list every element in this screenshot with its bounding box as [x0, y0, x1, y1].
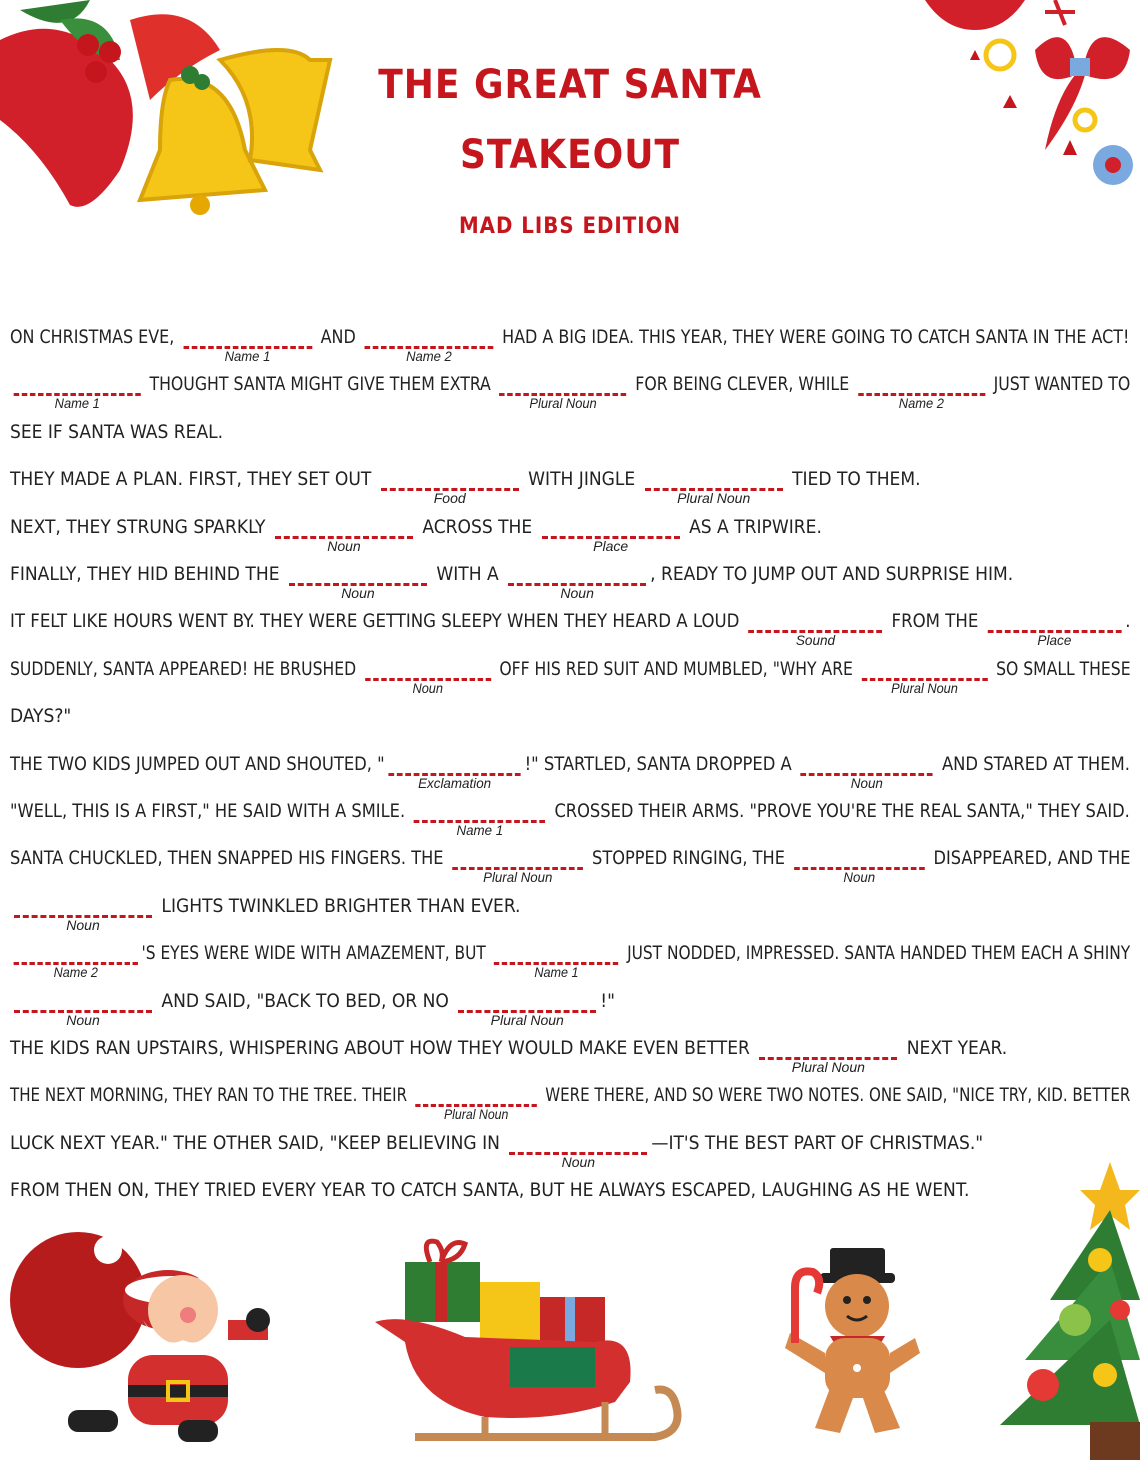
story-text: FINALLY, THEY HID BEHIND THE	[10, 563, 285, 585]
gingerbread-man-icon	[775, 1238, 925, 1438]
story-line	[10, 942, 1131, 981]
story-text: THOUGHT SANTA MIGHT GIVE THEM EXTRA	[144, 373, 496, 396]
story-text: NEXT, THEY STRUNG SPARKLY	[10, 515, 271, 538]
blank-hint-label: Plural Noun	[490, 1011, 564, 1028]
fill-in-blank[interactable]	[14, 895, 152, 933]
story-text: 'S EYES WERE WIDE WITH AMAZEMENT, BUT	[141, 942, 491, 965]
fill-in-blank[interactable]	[452, 847, 583, 886]
story-line	[10, 326, 1130, 364]
fill-in-blank[interactable]	[289, 563, 427, 601]
santa-icon	[8, 1220, 273, 1450]
story-line	[10, 563, 1014, 601]
fill-in-blank[interactable]	[862, 658, 988, 696]
blank-hint-label: Plural Noun	[791, 1059, 865, 1075]
blank-hint-label: Name 1	[534, 964, 579, 981]
blank-hint-label: Exclamation	[418, 774, 492, 791]
story-line	[10, 515, 822, 554]
story-line	[10, 610, 1131, 649]
fill-in-blank[interactable]	[759, 1037, 897, 1075]
story-text: AND STARED AT THEM.	[936, 752, 1130, 775]
fill-in-blank[interactable]	[275, 516, 413, 554]
story-text: —IT'S THE BEST PART OF CHRISTMAS."	[651, 1131, 984, 1154]
story-line	[10, 800, 1130, 838]
blank-hint-label: Sound	[795, 632, 836, 649]
story-text: JUST WANTED TO	[988, 373, 1131, 396]
sleigh-icon	[375, 1232, 690, 1452]
blank-hint-label: Noun	[843, 869, 876, 886]
story-text: SEE IF SANTA WAS REAL.	[10, 420, 224, 443]
fill-in-blank[interactable]	[458, 990, 596, 1028]
story-line	[10, 373, 1131, 412]
blank-hint-label: Plural Noun	[891, 679, 958, 696]
blank-hint-label: Noun	[560, 585, 594, 601]
blank-hint-label: Name 2	[406, 348, 452, 364]
story-text: THE TWO KIDS JUMPED OUT AND SHOUTED, "	[10, 752, 385, 775]
story-line	[10, 1179, 969, 1207]
page-title-line2: STAKEOUT	[459, 132, 681, 178]
story-text: SO SMALL THESE	[991, 657, 1131, 680]
blank-hint-label: Noun	[561, 1153, 596, 1170]
fill-in-blank[interactable]	[14, 990, 152, 1028]
fill-in-blank[interactable]	[499, 373, 626, 412]
blank-hint-label: Noun	[66, 1011, 100, 1028]
story-text: TIED TO THEM.	[786, 468, 921, 491]
story-text: DISAPPEARED, AND THE	[928, 847, 1131, 870]
blank-hint-label: Food	[433, 490, 466, 507]
blank-hint-label: Noun	[412, 679, 444, 696]
story-text: !"	[600, 989, 615, 1012]
fill-in-blank[interactable]	[14, 373, 141, 412]
story-line	[10, 657, 1131, 696]
blank-hint-label: Noun	[66, 916, 100, 933]
story-line	[10, 1037, 1008, 1075]
fill-in-blank[interactable]	[801, 753, 933, 791]
page-subtitle: MAD LIBS EDITION	[458, 214, 682, 239]
story-text: CROSSED THEIR ARMS. "PROVE YOU'RE THE REAL SANTA," THEY SAID.	[549, 800, 1130, 822]
story-line	[10, 705, 71, 733]
blank-hint-label: Noun	[850, 774, 883, 791]
story-text: .	[1125, 610, 1131, 633]
fill-in-blank[interactable]	[381, 468, 519, 507]
story-text: ON CHRISTMAS EVE,	[10, 326, 180, 348]
blank-hint-label: Name 1	[224, 348, 271, 364]
story-line	[10, 752, 1130, 791]
fill-in-blank[interactable]	[987, 610, 1121, 649]
fill-in-blank[interactable]	[183, 326, 312, 364]
fill-in-blank[interactable]	[794, 847, 925, 886]
story-text: THE KIDS RAN UPSTAIRS, WHISPERING ABOUT HOW THEY WOULD MAKE EVEN BETTER	[10, 1037, 756, 1059]
blank-hint-label: Plural Noun	[483, 869, 553, 886]
story-text: FROM THEN ON, THEY TRIED EVERY YEAR TO CATCH SANTA, BUT HE ALWAYS ESCAPED, LAUGHING AS HE WENT.	[10, 1179, 970, 1202]
fill-in-blank[interactable]	[542, 516, 680, 554]
blank-hint-label: Noun	[327, 537, 361, 554]
blank-hint-label: Name 2	[898, 395, 944, 412]
blank-hint-label: Name 1	[54, 395, 100, 412]
story-text: "WELL, THIS IS A FIRST," HE SAID WITH A SMILE.	[10, 800, 411, 822]
story-text: NEXT YEAR.	[901, 1037, 1008, 1059]
story-text: SANTA CHUCKLED, THEN SNAPPED HIS FINGERS. THE	[10, 847, 449, 870]
fill-in-blank[interactable]	[645, 468, 783, 507]
story-text: FOR BEING CLEVER, WHILE	[630, 373, 855, 396]
fill-in-blank[interactable]	[494, 942, 618, 981]
story-text: OFF HIS RED SUIT AND MUMBLED, "WHY ARE	[494, 657, 858, 680]
story-text: STOPPED RINGING, THE	[586, 847, 791, 870]
blank-hint-label: Place	[593, 537, 629, 554]
blank-hint-label: Plural Noun	[677, 490, 751, 507]
story-text: ACROSS THE	[416, 515, 538, 538]
story-text: THEY MADE A PLAN. FIRST, THEY SET OUT	[10, 468, 377, 491]
christmas-tree-icon	[995, 1160, 1140, 1460]
story-text: AS A TRIPWIRE.	[683, 515, 822, 538]
blank-hint-label: Noun	[341, 585, 375, 601]
blank-hint-label: Plural Noun	[529, 395, 597, 412]
story-text: IT FELT LIKE HOURS WENT BY. THEY WERE GETTING SLEEPY WHEN THEY HEARD A LOUD	[10, 610, 745, 633]
fill-in-blank[interactable]	[414, 800, 545, 838]
story-text: FROM THE	[886, 610, 984, 633]
fill-in-blank[interactable]	[509, 1132, 647, 1170]
story-line	[10, 1131, 984, 1170]
fill-in-blank[interactable]	[389, 753, 521, 791]
blank-hint-label: Plural Noun	[443, 1106, 509, 1123]
fill-in-blank[interactable]	[508, 563, 646, 601]
story-text: HAD A BIG IDEA. THIS YEAR, THEY WERE GOING TO CATCH SANTA IN THE ACT!	[497, 326, 1130, 348]
story-text: WITH A	[430, 563, 505, 585]
story-line	[10, 847, 1131, 886]
blank-hint-label: Name 1	[456, 822, 504, 838]
fill-in-blank[interactable]	[858, 373, 985, 412]
blank-hint-label: Place	[1037, 632, 1072, 649]
story-text: SUDDENLY, SANTA APPEARED! HE BRUSHED	[10, 657, 362, 680]
page-title-line1: THE GREAT SANTA	[378, 62, 762, 108]
fill-in-blank[interactable]	[415, 1084, 537, 1123]
story-line	[10, 468, 921, 507]
story-text: AND SAID, "BACK TO BED, OR NO	[156, 989, 455, 1012]
story-text: !" STARTLED, SANTA DROPPED A	[524, 752, 797, 775]
fill-in-blank[interactable]	[365, 658, 491, 696]
story-text: THE NEXT MORNING, THEY RAN TO THE TREE. THEIR	[10, 1084, 412, 1107]
story-text: , READY TO JUMP OUT AND SURPRISE HIM.	[650, 563, 1014, 585]
fill-in-blank[interactable]	[365, 326, 494, 364]
blank-hint-label: Name 2	[53, 964, 98, 981]
story-line	[10, 989, 615, 1028]
story-text: DAYS?"	[10, 705, 72, 728]
fill-in-blank[interactable]	[14, 942, 138, 981]
story-text: WERE THERE, AND SO WERE TWO NOTES. ONE SAID, "NICE TRY, KID. BETTER	[540, 1084, 1131, 1107]
fill-in-blank[interactable]	[749, 610, 883, 649]
story-text: AND	[315, 326, 361, 348]
story-text: JUST NODDED, IMPRESSED. SANTA HANDED THEM EACH A SHINY	[622, 942, 1131, 965]
story-text: WITH JINGLE	[522, 468, 641, 491]
story-text: LIGHTS TWINKLED BRIGHTER THAN EVER.	[156, 894, 521, 917]
story-line	[10, 1084, 1131, 1123]
story-line	[10, 894, 521, 933]
story-text: LUCK NEXT YEAR." THE OTHER SAID, "KEEP BELIEVING IN	[10, 1131, 506, 1154]
story-line	[10, 421, 223, 449]
